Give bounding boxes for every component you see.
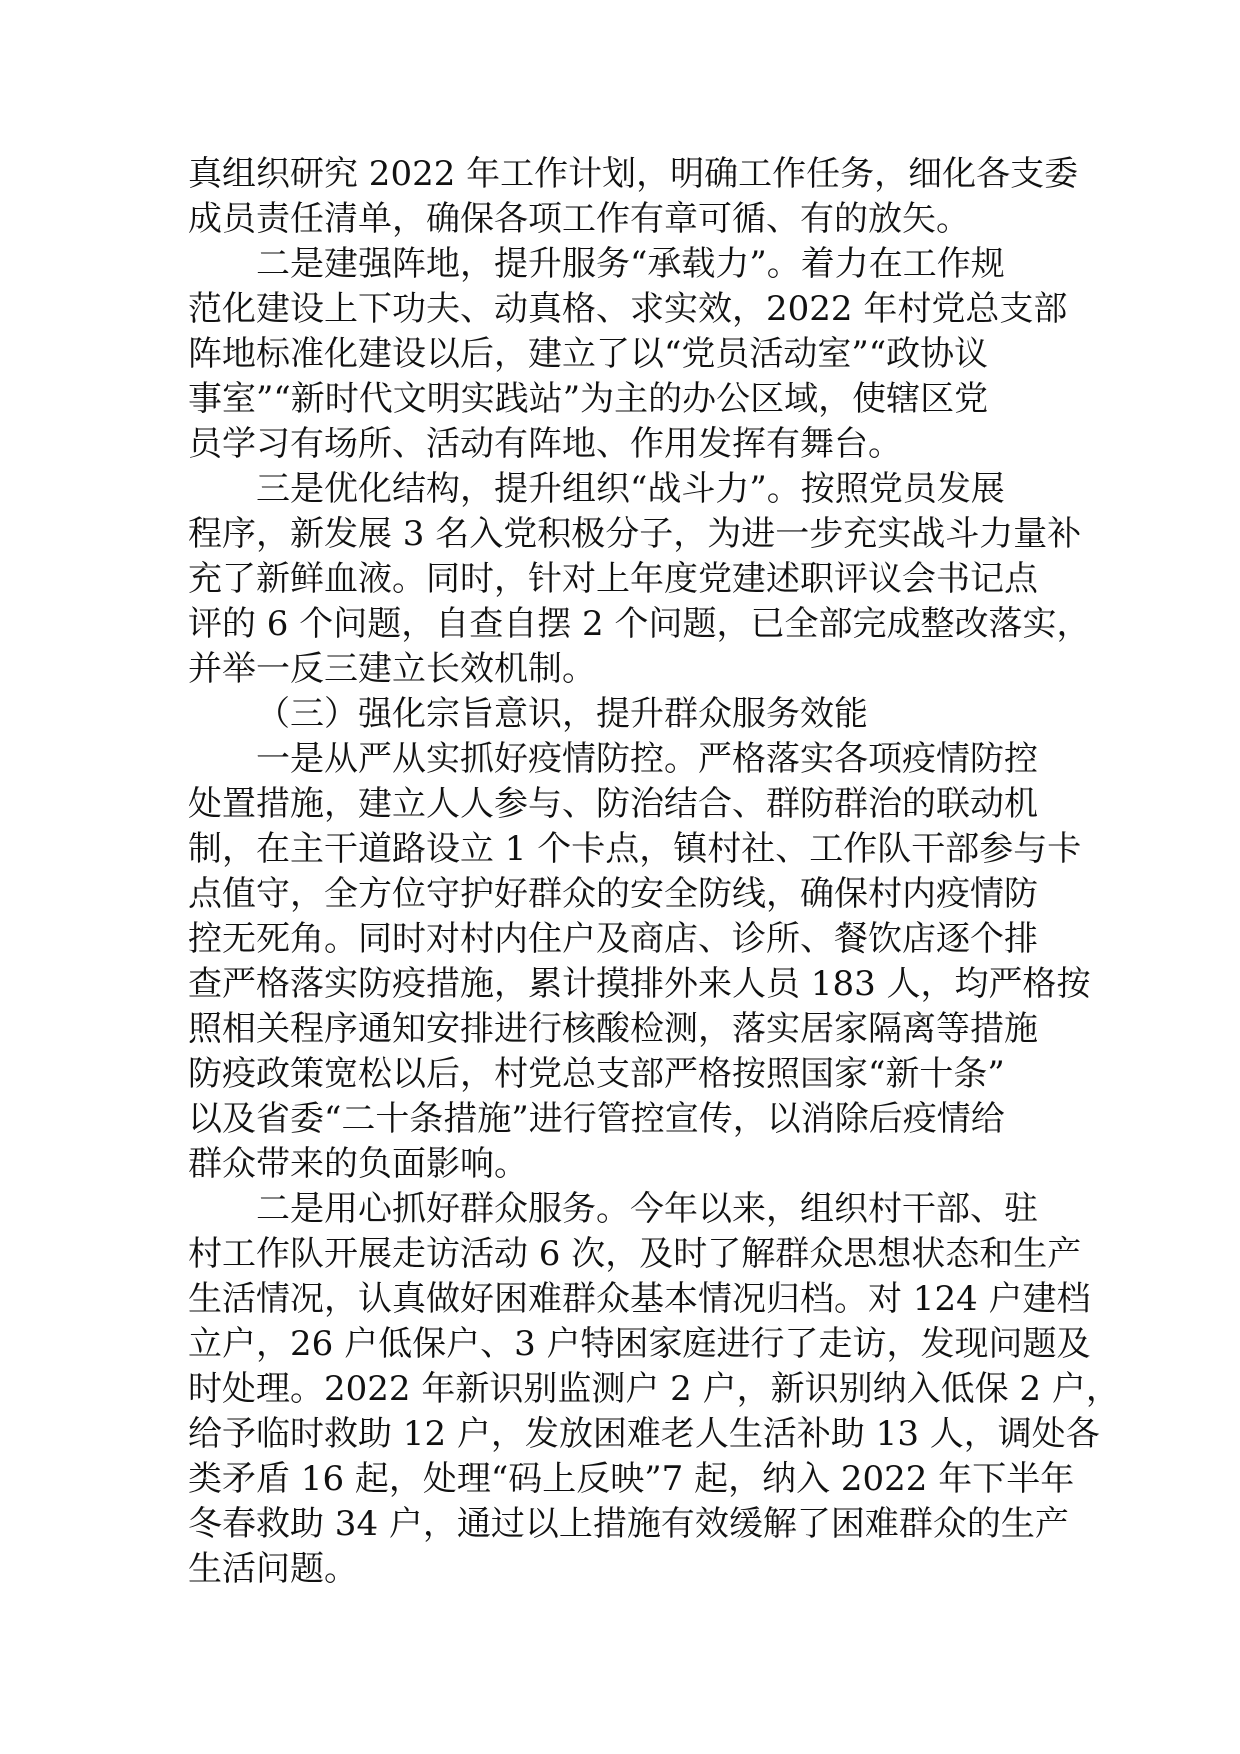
- text-line: 点值守，全方位守护好群众的安全防线，确保村内疫情防: [188, 874, 1038, 914]
- text-line: 生活问题。: [188, 1549, 358, 1589]
- paragraph-start-line: 二是用心抓好群众服务。今年以来，组织村干部、驻: [256, 1189, 1038, 1229]
- text-line: 范化建设上下功夫、动真格、求实效，2022 年村党总支部: [188, 289, 1068, 329]
- text-line: 并举一反三建立长效机制。: [188, 649, 596, 689]
- text-line: 制，在主干道路设立 1 个卡点，镇村社、工作队干部参与卡: [188, 829, 1082, 869]
- text-line: 处置措施，建立人人参与、防治结合、群防群治的联动机: [188, 784, 1038, 824]
- text-line: 类矛盾 16 起，处理“码上反映”7 起，纳入 2022 年下半年: [188, 1459, 1075, 1499]
- section-heading: （三）强化宗旨意识，提升群众服务效能: [256, 694, 868, 734]
- text-line: 村工作队开展走访活动 6 次，及时了解群众思想状态和生产: [188, 1234, 1082, 1274]
- paragraph-start-line: 三是优化结构，提升组织“战斗力”。按照党员发展: [256, 469, 1005, 509]
- text-line: 给予临时救助 12 户，发放困难老人生活补助 13 人，调处各: [188, 1414, 1100, 1454]
- text-line: 群众带来的负面影响。: [188, 1144, 528, 1184]
- text-line: 以及省委“二十条措施”进行管控宣传，以消除后疫情给: [188, 1099, 1005, 1139]
- text-line: 生活情况，认真做好困难群众基本情况归档。对 124 户建档: [188, 1279, 1091, 1319]
- text-line: 评的 6 个问题，自查自摆 2 个问题，已全部完成整改落实，: [188, 604, 1091, 644]
- text-line: 照相关程序通知安排进行核酸检测，落实居家隔离等措施: [188, 1009, 1038, 1049]
- text-line: 事室”“新时代文明实践站”为主的办公区域，使辖区党: [188, 379, 989, 419]
- text-line: 冬春救助 34 户，通过以上措施有效缓解了困难群众的生产: [188, 1504, 1069, 1544]
- text-line: 时处理。2022 年新识别监测户 2 户，新识别纳入低保 2 户，: [188, 1369, 1120, 1409]
- text-line: 立户，26 户低保户、3 户特困家庭进行了走访，发现问题及: [188, 1324, 1091, 1364]
- text-line: 防疫政策宽松以后，村党总支部严格按照国家“新十条”: [188, 1054, 1005, 1094]
- text-line: 真组织研究 2022 年工作计划，明确工作任务，细化各支委: [188, 154, 1079, 194]
- text-line: 查严格落实防疫措施，累计摸排外来人员 183 人，均严格按: [188, 964, 1091, 1004]
- text-line: 成员责任清单，确保各项工作有章可循、有的放矢。: [188, 199, 970, 239]
- paragraph-start-line: 二是建强阵地，提升服务“承载力”。着力在工作规: [256, 244, 1005, 284]
- document-body: [188, 152, 1120, 1592]
- text-line: 控无死角。同时对村内住户及商店、诊所、餐饮店逐个排: [188, 919, 1038, 959]
- text-line: 程序，新发展 3 名入党积极分子，为进一步充实战斗力量补: [188, 514, 1082, 554]
- text-line: 员学习有场所、活动有阵地、作用发挥有舞台。: [188, 424, 902, 464]
- paragraph-start-line: 一是从严从实抓好疫情防控。严格落实各项疫情防控: [256, 739, 1038, 779]
- text-line: 充了新鲜血液。同时，针对上年度党建述职评议会书记点: [188, 559, 1038, 599]
- text-line: 阵地标准化建设以后，建立了以“党员活动室”“政协议: [188, 334, 989, 374]
